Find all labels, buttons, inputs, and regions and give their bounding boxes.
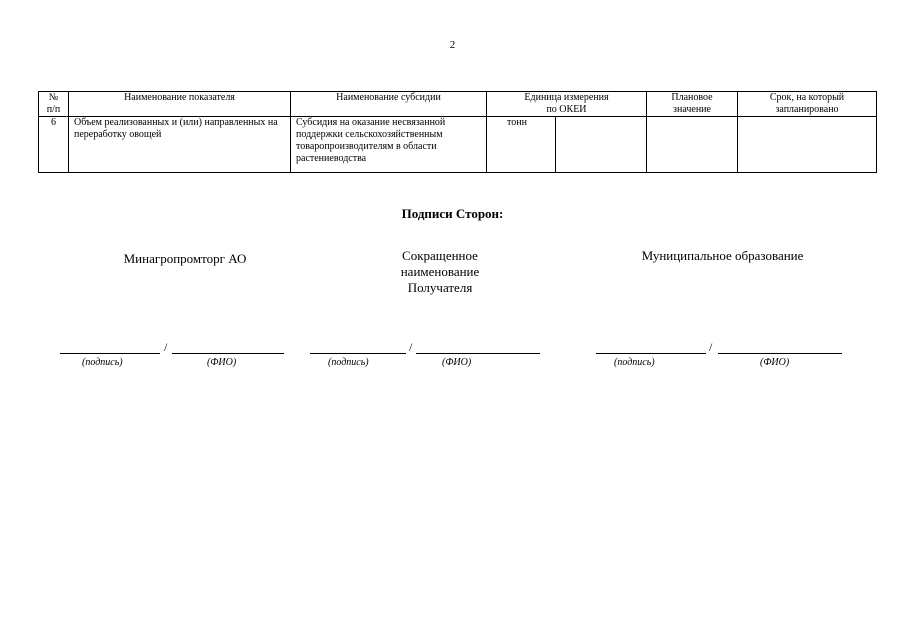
header-indicator: Наименование показателя bbox=[69, 92, 291, 117]
signature-separator: / bbox=[409, 340, 413, 354]
name-label: (ФИО) bbox=[760, 357, 790, 368]
signature-separator: / bbox=[709, 340, 713, 354]
cell-indicator: Объем реализованных и (или) направленных на переработку овощей bbox=[69, 117, 291, 173]
header-number: № п/п bbox=[39, 92, 69, 117]
party-ministry: Минагропромторг АО bbox=[123, 251, 247, 266]
cell-subsidy: Субсидия на оказание несвязанной поддержки сельскохозяйственным товаропроизводителям в области растениеводства bbox=[291, 117, 487, 173]
signature-line bbox=[310, 353, 406, 354]
header-plan-value: Плановое значение bbox=[647, 92, 738, 117]
signature-line bbox=[60, 353, 160, 354]
cell-plan-value bbox=[647, 117, 738, 173]
signature-separator: / bbox=[164, 340, 168, 354]
signature-label: (подпись) bbox=[614, 357, 655, 368]
cell-unit-name: тонн bbox=[487, 117, 556, 173]
table-row bbox=[39, 117, 877, 173]
indicators-table bbox=[38, 91, 877, 173]
name-line bbox=[172, 353, 284, 354]
party-municipality: Муниципальное образование bbox=[641, 248, 804, 263]
name-line bbox=[416, 353, 540, 354]
table-header-row bbox=[39, 92, 877, 117]
name-label: (ФИО) bbox=[207, 357, 237, 368]
header-term: Срок, на который запланировано bbox=[738, 92, 877, 117]
signature-label: (подпись) bbox=[82, 357, 123, 368]
header-subsidy: Наименование субсидии bbox=[291, 92, 487, 117]
header-unit: Единица измерения по ОКЕИ bbox=[487, 92, 647, 117]
page-number: 2 bbox=[449, 39, 456, 51]
party-recipient: Сокращенное наименование Получателя bbox=[400, 248, 480, 295]
cell-unit-code bbox=[556, 117, 647, 173]
cell-term bbox=[738, 117, 877, 173]
signature-line bbox=[596, 353, 706, 354]
cell-number: 6 bbox=[39, 117, 69, 173]
name-line bbox=[718, 353, 842, 354]
name-label: (ФИО) bbox=[442, 357, 472, 368]
signatures-title: Подписи Сторон: bbox=[401, 206, 504, 221]
signature-label: (подпись) bbox=[328, 357, 369, 368]
